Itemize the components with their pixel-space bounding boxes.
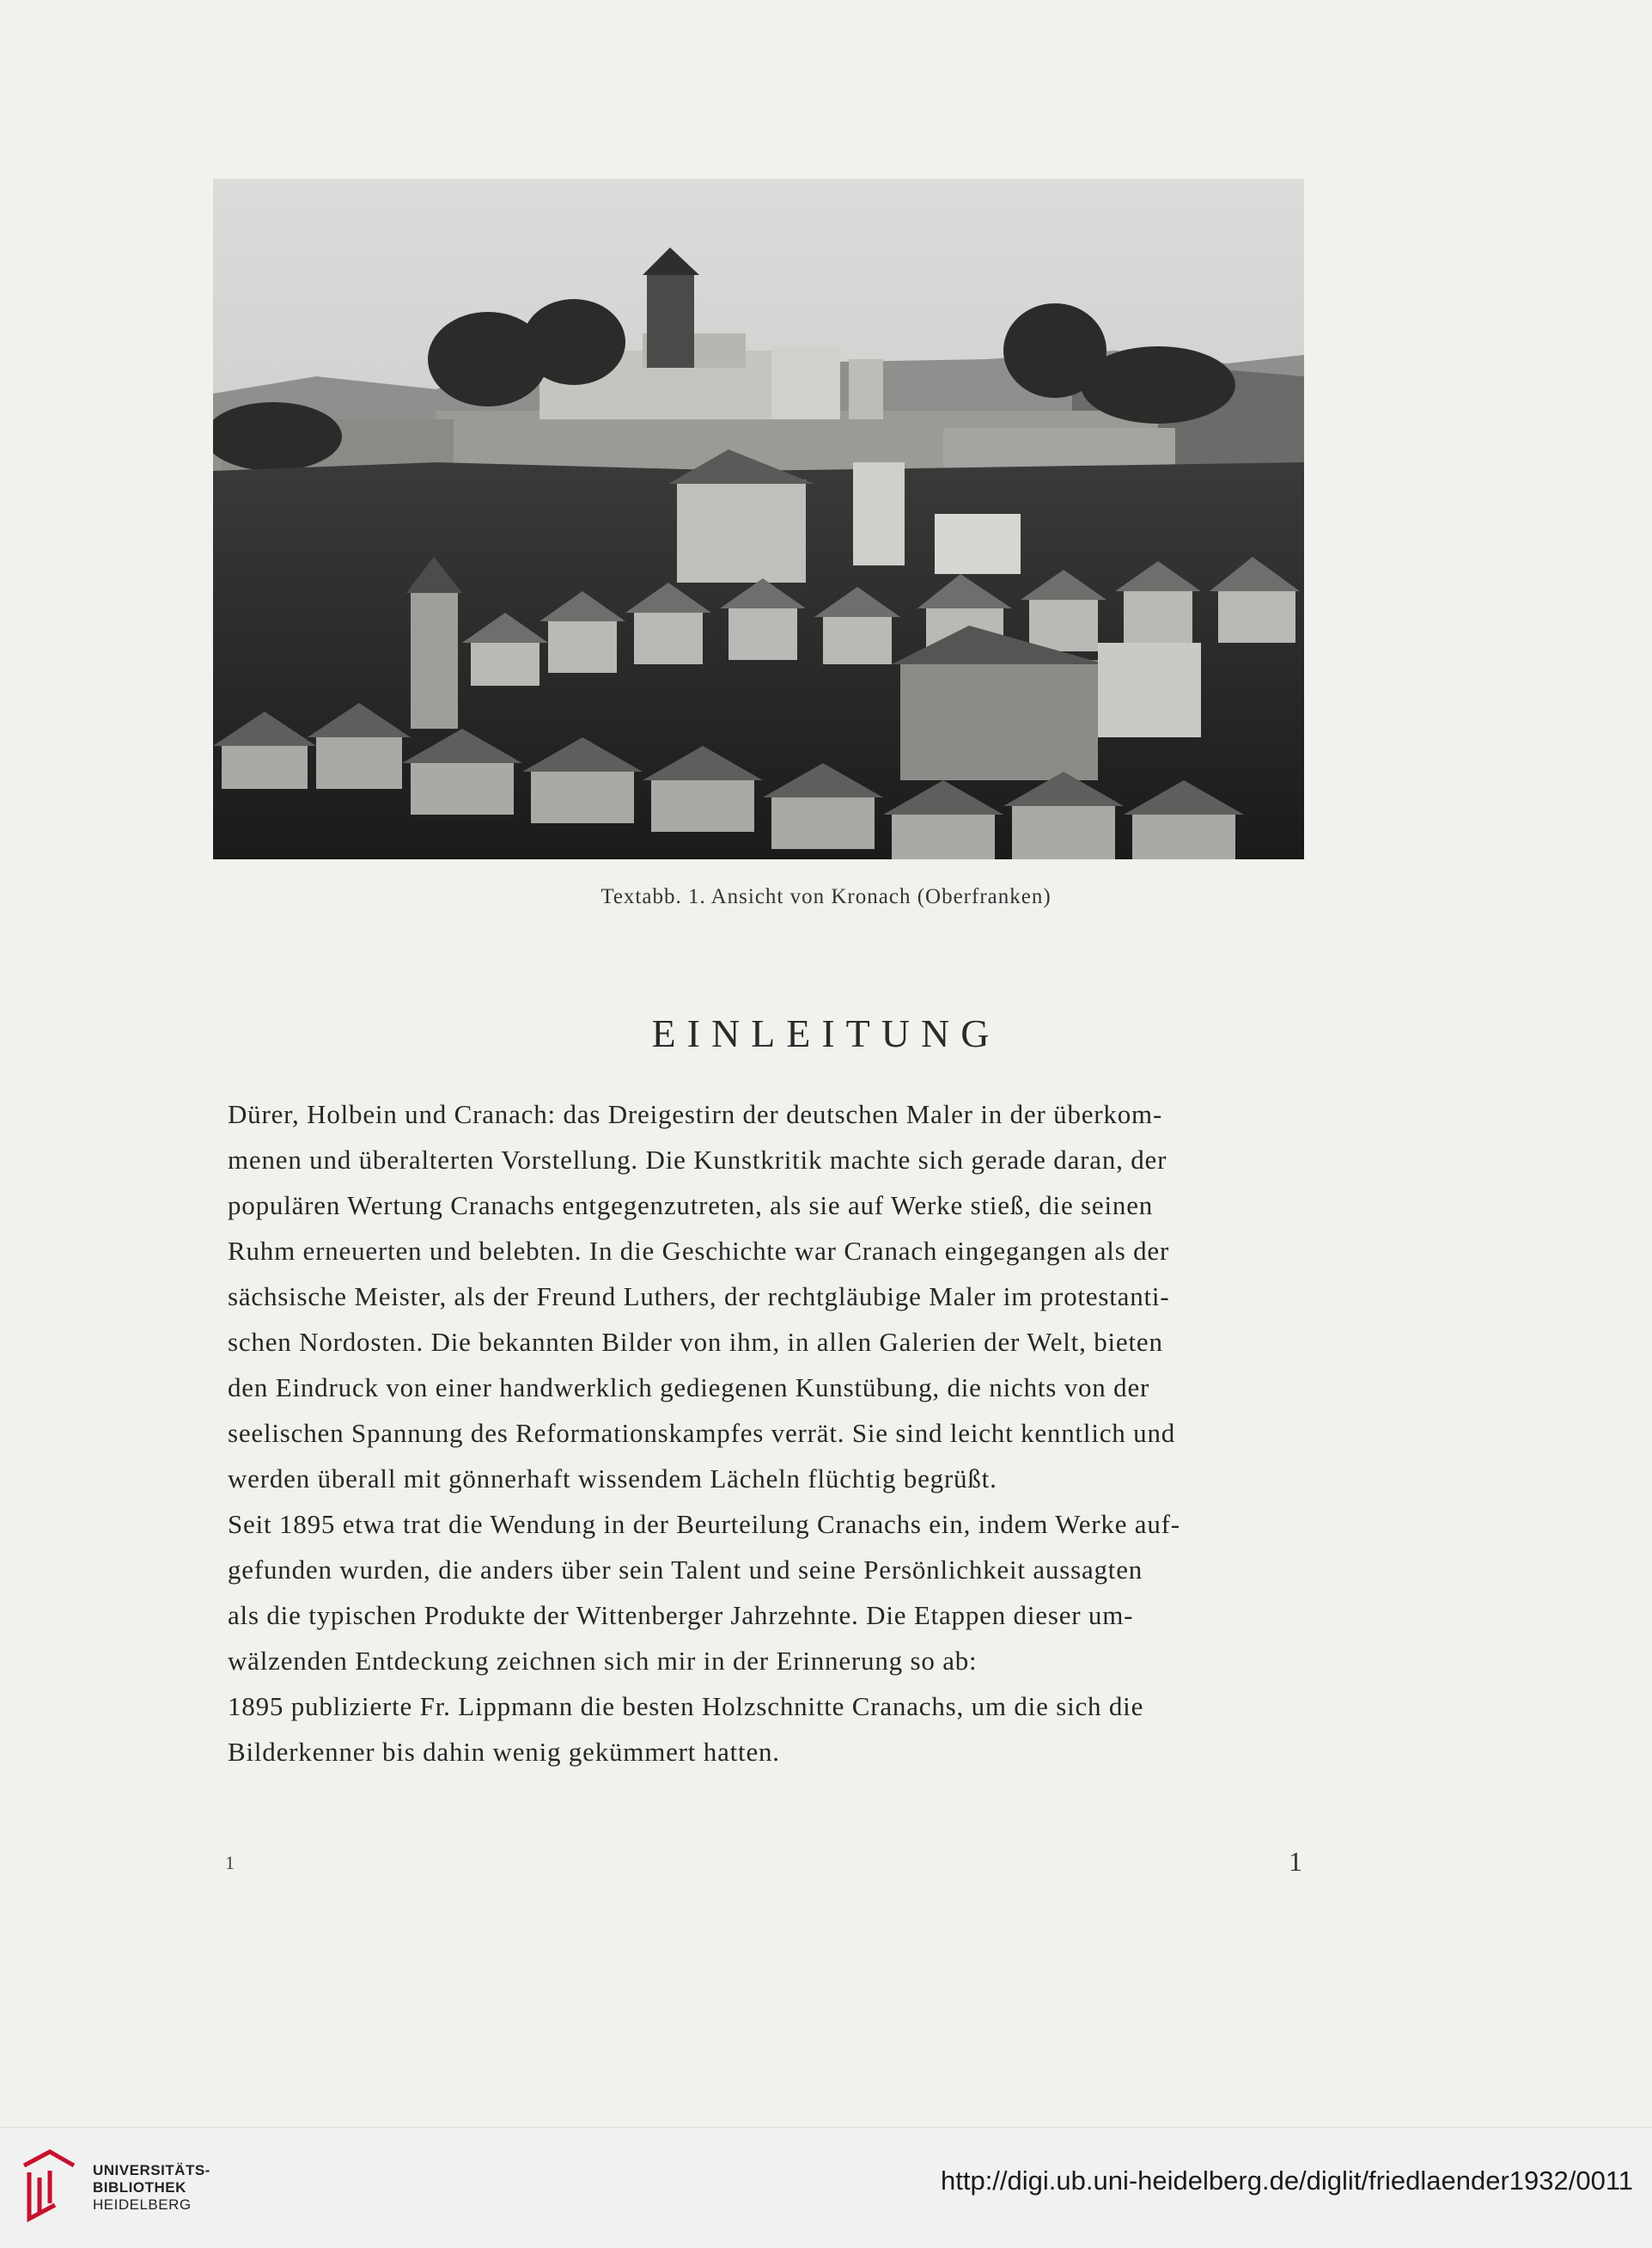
- text-line: werden überall mit gönnerhaft wissendem Lächeln flüchtig begrüßt.: [228, 1463, 997, 1494]
- source-url-link[interactable]: http://digi.ub.uni-heidelberg.de/diglit/friedlaender1932/0011: [940, 2166, 1633, 2196]
- text-line: Bilderkenner bis dahin wenig gekümmert hatten.: [228, 1737, 780, 1767]
- text-line: seelischen Spannung des Reformationskampfes verrät. Sie sind leicht kenntlich und: [228, 1418, 1176, 1448]
- text-line: menen und überalterten Vorstellung. Die Kunstkritik machte sich gerade daran, der: [228, 1145, 1167, 1175]
- library-name: [93, 2162, 210, 2214]
- text-line: wälzenden Entdeckung zeichnen sich mir in der Erinnerung so ab:: [228, 1646, 978, 1676]
- section-heading: EINLEITUNG: [651, 1011, 1001, 1055]
- text-line: sächsische Meister, als der Freund Luthers, der rechtgläubige Maler im protestanti-: [228, 1281, 1170, 1311]
- text-line: Dürer, Holbein und Cranach: das Dreigestirn der deutschen Maler in der überkom-: [228, 1099, 1163, 1129]
- body-text: [228, 1091, 1301, 1775]
- library-name-line: HEIDELBERG: [93, 2196, 192, 2213]
- text-line: populären Wertung Cranachs entgegenzutreten, als sie auf Werke stieß, die seinen: [228, 1190, 1154, 1220]
- text-line: Ruhm erneuerten und belebten. In die Geschichte war Cranach eingegangen als der: [228, 1236, 1170, 1266]
- text-line: den Eindruck von einer handwerklich gediegenen Kunstübung, die nichts von der: [228, 1372, 1150, 1402]
- text-line: 1895 publizierte Fr. Lippmann die besten Holzschnitte Cranachs, um die sich die: [228, 1691, 1144, 1721]
- kronach-photograph: [213, 179, 1304, 859]
- library-footer: [0, 2127, 1652, 2248]
- library-name-line: BIBLIOTHEK: [93, 2179, 186, 2196]
- signature-mark: 1: [225, 1852, 235, 1873]
- library-name-line: UNIVERSITÄTS-: [93, 2162, 210, 2178]
- library-logo-icon: [17, 2147, 79, 2227]
- text-line: Seit 1895 etwa trat die Wendung in der Beurteilung Cranachs ein, indem Werke auf-: [228, 1509, 1180, 1539]
- figure-caption: Textabb. 1. Ansicht von Kronach (Oberfranken): [600, 885, 1052, 908]
- photo-image: [213, 179, 1304, 859]
- text-line: schen Nordosten. Die bekannten Bilder von ihm, in allen Galerien der Welt, bieten: [228, 1327, 1163, 1357]
- text-line: gefunden wurden, die anders über sein Talent und seine Persönlichkeit aussagten: [228, 1555, 1143, 1585]
- text-line: als die typischen Produkte der Wittenberger Jahrzehnte. Die Etappen dieser um-: [228, 1600, 1134, 1630]
- page-number: 1: [1289, 1846, 1302, 1877]
